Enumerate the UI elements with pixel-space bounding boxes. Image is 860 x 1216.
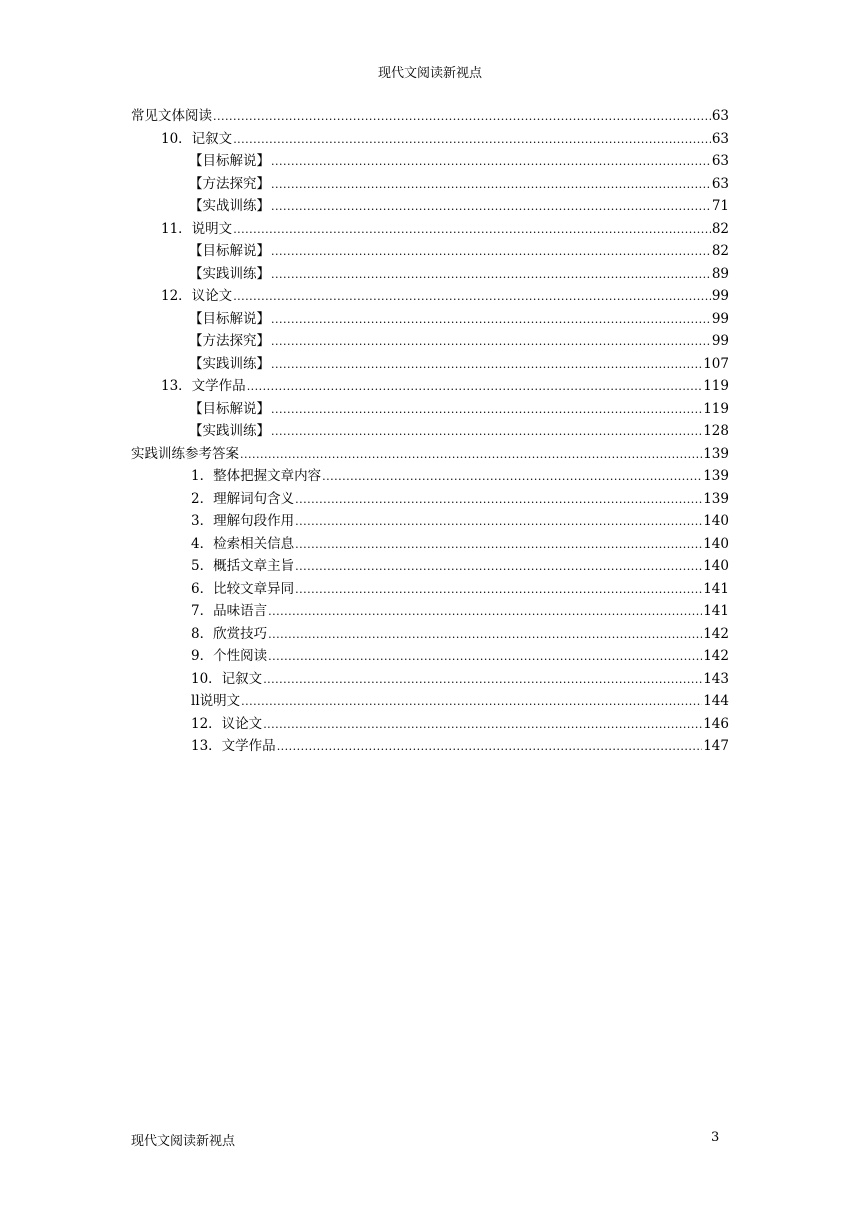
toc-entry[interactable] bbox=[131, 374, 729, 397]
toc-entry-title: 9．个性阅读 bbox=[191, 648, 268, 664]
toc-leader-dots bbox=[233, 288, 711, 304]
toc-leader-dots bbox=[277, 738, 703, 754]
toc-entry-page: 82 bbox=[711, 220, 729, 237]
toc-entry-page: 141 bbox=[703, 580, 729, 597]
toc-entry-page: 144 bbox=[703, 693, 729, 709]
toc-entry-title: 11．说明文 bbox=[161, 220, 233, 237]
toc-entry-page: 141 bbox=[703, 603, 729, 619]
toc-entry-title: 6．比较文章异同 bbox=[191, 580, 295, 597]
toc-entry-title: 【实践训练】 bbox=[189, 265, 270, 282]
toc-entry-page: 140 bbox=[703, 535, 729, 552]
toc-entry[interactable] bbox=[131, 644, 729, 667]
toc-entry[interactable] bbox=[131, 217, 729, 240]
toc-leader-dots bbox=[271, 243, 711, 259]
toc-entry-page: 99 bbox=[711, 333, 729, 349]
toc-entry[interactable] bbox=[131, 622, 729, 645]
toc-entry-title: 3．理解句段作用 bbox=[191, 513, 295, 529]
toc-entry[interactable] bbox=[131, 509, 729, 532]
toc-entry-title: 10．记叙文 bbox=[191, 670, 263, 687]
toc-entry-page: 139 bbox=[703, 468, 729, 484]
toc-entry[interactable] bbox=[131, 262, 729, 285]
toc-entry[interactable] bbox=[131, 419, 729, 442]
toc-entry[interactable] bbox=[131, 577, 729, 600]
toc-leader-dots bbox=[233, 221, 711, 237]
toc-entry-page: 140 bbox=[703, 558, 729, 574]
toc-entry[interactable] bbox=[131, 667, 729, 690]
toc-entry-title: 【实战训练】 bbox=[189, 198, 270, 214]
toc-entry-page: 71 bbox=[711, 198, 729, 214]
toc-entry-page: 89 bbox=[711, 265, 729, 282]
toc-leader-dots bbox=[295, 536, 702, 552]
toc-leader-dots bbox=[295, 581, 702, 597]
toc-entry-title: 13．文学作品 bbox=[161, 378, 246, 394]
toc-leader-dots bbox=[268, 648, 702, 664]
toc-leader-dots bbox=[295, 513, 702, 529]
toc-entry[interactable] bbox=[131, 104, 729, 127]
toc-entry-page: 146 bbox=[703, 715, 729, 732]
toc-entry-title: 【目标解说】 bbox=[189, 400, 270, 417]
toc-entry[interactable] bbox=[131, 397, 729, 420]
toc-entry-title: 常见文体阅读 bbox=[131, 108, 212, 124]
toc-entry-page: 119 bbox=[703, 400, 729, 417]
toc-entry-title: 【目标解说】 bbox=[189, 153, 270, 169]
toc-entry-title: 【方法探究】 bbox=[189, 333, 270, 349]
page-header: 现代文阅读新视点 bbox=[377, 66, 482, 81]
toc-entry-page: 147 bbox=[703, 738, 729, 754]
toc-entry[interactable] bbox=[131, 689, 729, 712]
toc-entry-title: 【目标解说】 bbox=[189, 243, 270, 259]
toc-leader-dots bbox=[213, 108, 711, 124]
toc-entry-page: 119 bbox=[703, 378, 729, 394]
toc-entry[interactable] bbox=[131, 194, 729, 217]
toc-leader-dots bbox=[295, 558, 702, 574]
toc-entry-title: 12．议论文 bbox=[161, 288, 233, 304]
toc-leader-dots bbox=[241, 693, 702, 709]
toc-entry-title: 【目标解说】 bbox=[189, 310, 270, 327]
toc-entry-page: 107 bbox=[703, 355, 729, 372]
toc-entry-page: 99 bbox=[711, 310, 729, 327]
toc-leader-dots bbox=[247, 378, 703, 394]
toc-entry-title: 实践训练参考答案 bbox=[131, 445, 239, 462]
toc-entry-title: 【方法探究】 bbox=[189, 175, 270, 192]
toc-leader-dots bbox=[233, 131, 711, 147]
toc-entry[interactable] bbox=[131, 239, 729, 262]
toc-entry-title: 12．议论文 bbox=[191, 715, 263, 732]
toc-entry-page: 143 bbox=[703, 670, 729, 687]
toc-leader-dots bbox=[268, 603, 702, 619]
toc-entry-page: 139 bbox=[703, 490, 729, 507]
toc-leader-dots bbox=[271, 356, 702, 372]
toc-leader-dots bbox=[271, 333, 711, 349]
toc-entry-page: 142 bbox=[703, 625, 729, 642]
toc-entry-page: 142 bbox=[703, 648, 729, 664]
toc-leader-dots bbox=[263, 671, 702, 687]
toc-entry-title: 8．欣赏技巧 bbox=[191, 625, 268, 642]
toc-entry-page: 63 bbox=[711, 153, 729, 169]
toc-leader-dots bbox=[271, 311, 711, 327]
toc-entry[interactable] bbox=[131, 284, 729, 307]
toc-entry[interactable] bbox=[131, 734, 729, 757]
toc-leader-dots bbox=[271, 401, 702, 417]
toc-entry-title: 2．理解词句含义 bbox=[191, 490, 295, 507]
toc-leader-dots bbox=[322, 468, 702, 484]
toc-entry[interactable] bbox=[131, 307, 729, 330]
toc-leader-dots bbox=[240, 446, 702, 462]
toc-entry-page: 128 bbox=[703, 423, 729, 439]
toc-entry[interactable] bbox=[131, 487, 729, 510]
toc-entry[interactable] bbox=[131, 149, 729, 172]
toc-entry[interactable] bbox=[131, 329, 729, 352]
toc-entry-page: 99 bbox=[711, 288, 729, 304]
toc-entry[interactable] bbox=[131, 712, 729, 735]
toc-leader-dots bbox=[263, 716, 702, 732]
toc-entry-page: 63 bbox=[711, 130, 729, 147]
toc-entry[interactable] bbox=[131, 172, 729, 195]
toc-leader-dots bbox=[271, 153, 711, 169]
table-of-contents bbox=[131, 104, 729, 757]
toc-entry[interactable] bbox=[131, 532, 729, 555]
toc-entry[interactable] bbox=[131, 464, 729, 487]
toc-entry-title: 【实践训练】 bbox=[189, 423, 270, 439]
toc-leader-dots bbox=[268, 626, 702, 642]
toc-entry-title: ll说明文 bbox=[191, 693, 241, 709]
toc-entry[interactable] bbox=[131, 352, 729, 375]
toc-leader-dots bbox=[271, 198, 711, 214]
toc-entry-page: 63 bbox=[711, 108, 729, 124]
toc-entry-title: 13．文学作品 bbox=[191, 738, 276, 754]
footer-page-number: 3 bbox=[711, 1130, 720, 1145]
toc-entry-title: 10．记叙文 bbox=[161, 130, 233, 147]
toc-leader-dots bbox=[271, 176, 711, 192]
toc-entry[interactable] bbox=[131, 127, 729, 150]
toc-entry-title: 【实践训练】 bbox=[189, 355, 270, 372]
toc-entry[interactable] bbox=[131, 442, 729, 465]
toc-entry-page: 63 bbox=[711, 175, 729, 192]
toc-entry[interactable] bbox=[131, 554, 729, 577]
toc-entry-title: 5．概括文章主旨 bbox=[191, 558, 295, 574]
toc-entry-page: 140 bbox=[703, 513, 729, 529]
footer-title: 现代文阅读新视点 bbox=[131, 1134, 236, 1149]
toc-entry-title: 1．整体把握文章内容 bbox=[191, 468, 322, 484]
toc-entry-title: 4．检索相关信息 bbox=[191, 535, 295, 552]
toc-entry[interactable] bbox=[131, 599, 729, 622]
toc-leader-dots bbox=[271, 423, 702, 439]
toc-leader-dots bbox=[295, 491, 702, 507]
toc-entry-title: 7．品味语言 bbox=[191, 603, 268, 619]
toc-entry-page: 139 bbox=[703, 445, 729, 462]
toc-leader-dots bbox=[271, 266, 711, 282]
toc-entry-page: 82 bbox=[711, 243, 729, 259]
